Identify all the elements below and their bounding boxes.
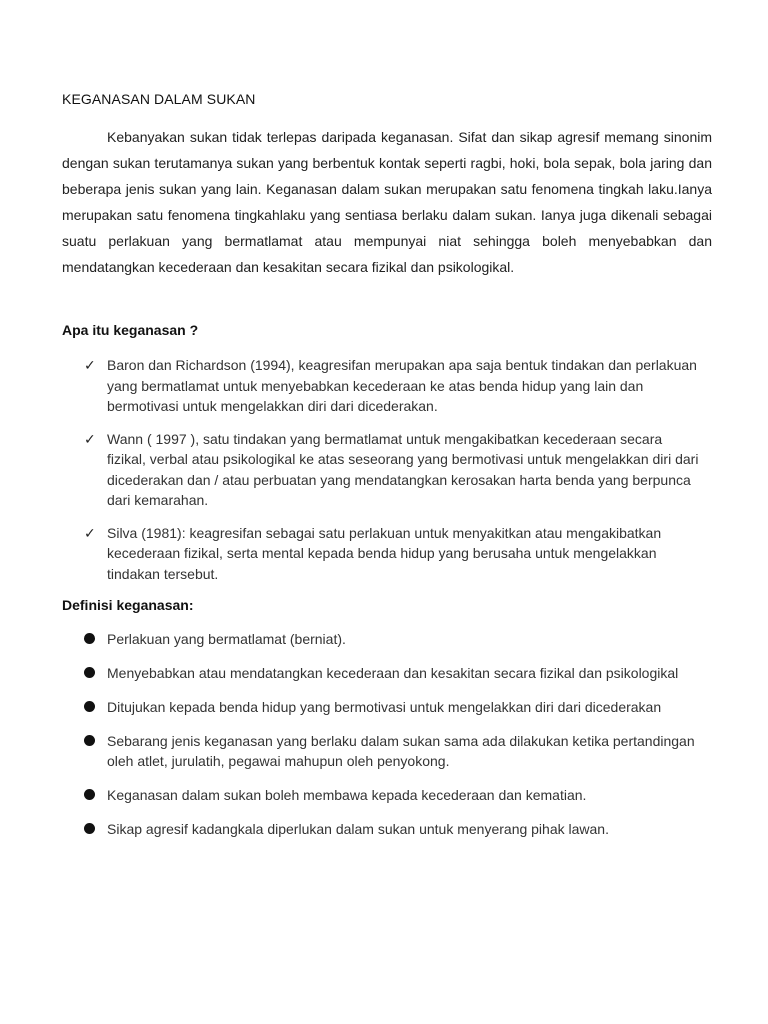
list-item bbox=[84, 819, 704, 839]
list-item-text: Wann ( 1997 ), satu tindakan yang bermatlamat untuk mengakibatkan kecederaan secara fizikal, verbal atau psikologikal ke atas seseorang yang bermotivasi untuk mengelakkan diri dari dicederakan dan / atau perbuatan yang mendatangkan kerosakan harta benda yang berpunca dari kemarahan. bbox=[107, 430, 699, 508]
intro-paragraph: Kebanyakan sukan tidak terlepas daripada keganasan. Sifat dan sikap agresif memang sinonim dengan sukan terutamanya sukan yang berbentuk kontak seperti ragbi, hoki, bola sepak, bola jaring dan beberapa jenis sukan yang lain. Keganasan dalam sukan merupakan satu fenomena tingkah laku.Ianya merupakan satu fenomena tingkahlaku yang sentiasa berlaku dalam sukan. Ianya juga dikenali sebagai suatu perlakuan yang bermatlamat atau mempunyai niat sehingga boleh menyebabkan dan mendatangkan kecederaan dan kesakitan secara fizikal dan psikologikal. bbox=[62, 129, 712, 275]
list-item-text: Baron dan Richardson (1994), keagresifan merupakan apa saja bentuk tindakan dan perlakuan yang bermatlamat untuk menyebabkan kecederaan ke atas benda hidup yang lain dan bermotivasi untuk mengelakkan diri dari dicederakan. bbox=[107, 357, 697, 414]
definition-check-list bbox=[84, 355, 704, 596]
bullet-dot-icon bbox=[84, 701, 95, 712]
list-item bbox=[84, 785, 704, 805]
list-item bbox=[84, 731, 704, 771]
list-item bbox=[84, 663, 704, 683]
list-item-text: Silva (1981): keagresifan sebagai satu perlakuan untuk menyakitkan atau mengakibatkan kecederaan fizikal, serta mental kepada benda hidup yang berusaha untuk mengelakkan tindakan tersebut. bbox=[107, 524, 662, 582]
document-title: KEGANASAN DALAM SUKAN bbox=[62, 91, 256, 107]
checkmark-icon: ✓ bbox=[84, 524, 96, 541]
definisi-bullet-list bbox=[84, 629, 704, 853]
list-item bbox=[84, 523, 704, 585]
list-item bbox=[84, 355, 704, 417]
bullet-dot-icon bbox=[84, 735, 95, 746]
bullet-dot-icon bbox=[84, 667, 95, 678]
list-item-text: Sebarang jenis keganasan yang berlaku dalam sukan sama ada dilakukan ketika pertandingan oleh atlet, jurulatih, pegawai mahupun oleh penyokong. bbox=[107, 733, 695, 769]
list-item-text: Sikap agresif kadangkala diperlukan dalam sukan untuk menyerang pihak lawan. bbox=[107, 821, 609, 837]
checkmark-icon: ✓ bbox=[84, 357, 96, 373]
list-item-text: Menyebabkan atau mendatangkan kecederaan dan kesakitan secara fizikal dan psikologikal bbox=[107, 665, 679, 681]
bullet-dot-icon bbox=[84, 633, 95, 644]
section-heading-apa-itu-keganasan: Apa itu keganasan ? bbox=[62, 322, 199, 338]
list-item-text: Ditujukan kepada benda hidup yang bermotivasi untuk mengelakkan diri dari dicederakan bbox=[107, 699, 662, 715]
list-item bbox=[84, 629, 704, 649]
checkmark-icon: ✓ bbox=[84, 430, 96, 447]
list-item-text: Perlakuan yang bermatlamat (berniat). bbox=[107, 631, 346, 647]
bullet-dot-icon bbox=[84, 823, 95, 834]
list-item-text: Keganasan dalam sukan boleh membawa kepada kecederaan dan kematian. bbox=[107, 787, 587, 803]
bullet-dot-icon bbox=[84, 789, 95, 800]
section-heading-definisi-keganasan: Definisi keganasan: bbox=[62, 597, 194, 613]
list-item bbox=[84, 697, 704, 717]
list-item bbox=[84, 429, 704, 511]
